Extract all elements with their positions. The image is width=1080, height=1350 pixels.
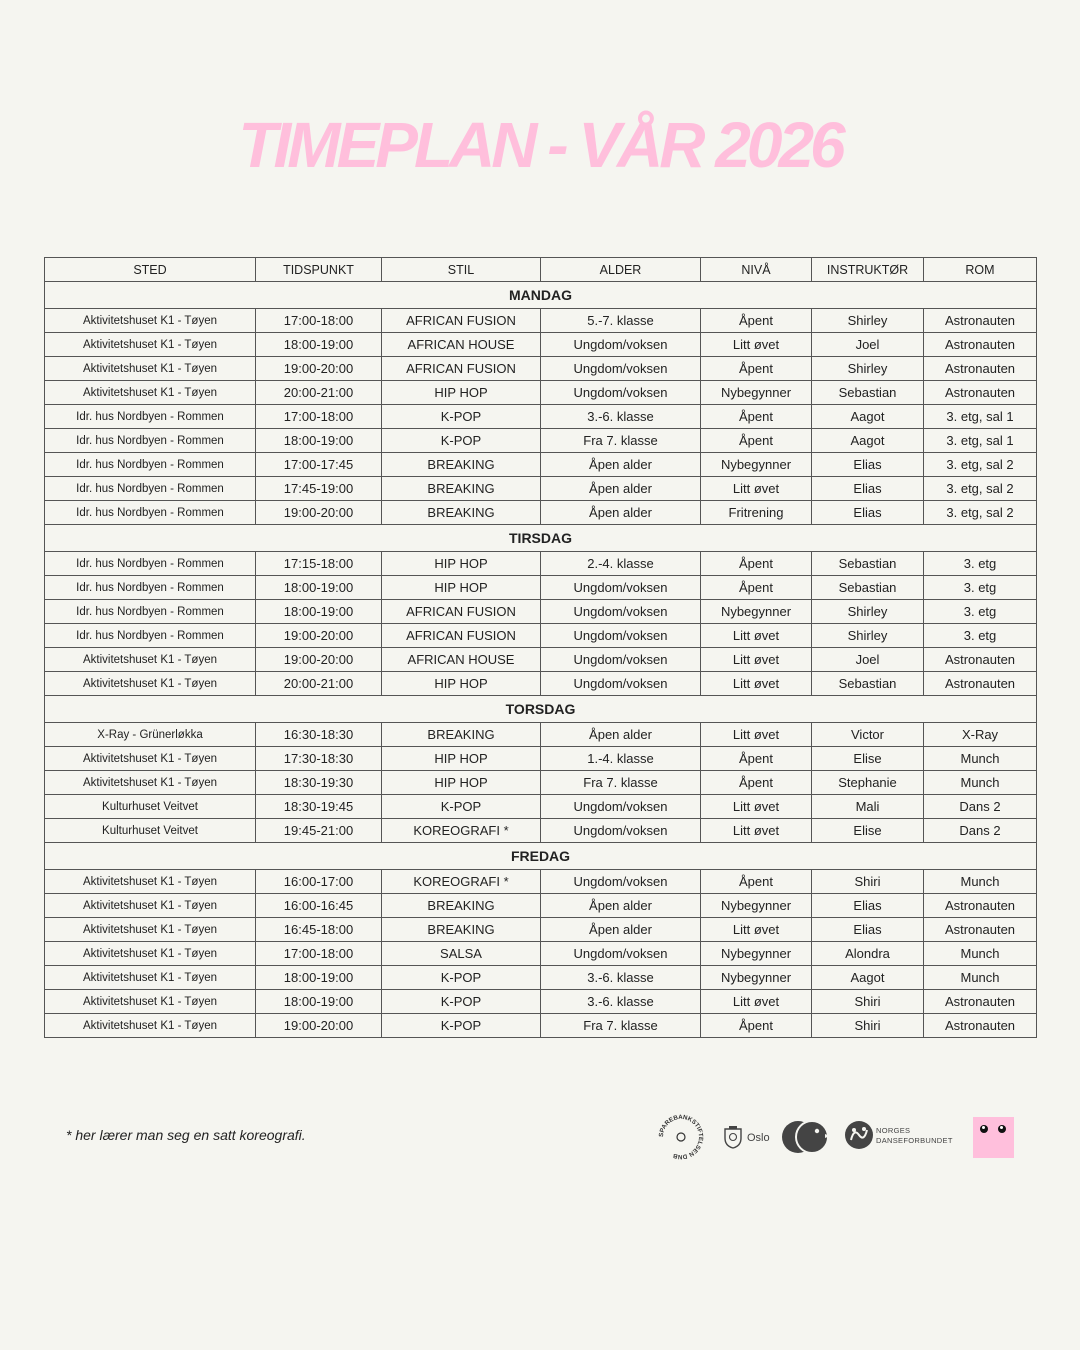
- cell-instruktor: Elise: [812, 747, 924, 771]
- cell-stil: K-POP: [382, 405, 541, 429]
- table-row: [45, 405, 1037, 429]
- cell-stil: BREAKING: [382, 477, 541, 501]
- cell-niva: Litt øvet: [701, 918, 812, 942]
- cell-rom: Munch: [924, 870, 1037, 894]
- cell-niva: Litt øvet: [701, 990, 812, 1014]
- cell-rom: Astronauten: [924, 381, 1037, 405]
- cell-rom: Munch: [924, 966, 1037, 990]
- cell-stil: BREAKING: [382, 453, 541, 477]
- cell-alder: Ungdom/voksen: [541, 819, 701, 843]
- cell-niva: Nybegynner: [701, 453, 812, 477]
- cell-rom: 3. etg, sal 1: [924, 405, 1037, 429]
- header-stil: STIL: [382, 258, 541, 282]
- cell-instruktor: Victor: [812, 723, 924, 747]
- cell-stil: KOREOGRAFI *: [382, 819, 541, 843]
- table-row: [45, 453, 1037, 477]
- cell-rom: Astronauten: [924, 648, 1037, 672]
- cell-sted: Idr. hus Nordbyen - Rommen: [45, 501, 256, 525]
- table-row: [45, 795, 1037, 819]
- cell-alder: Ungdom/voksen: [541, 624, 701, 648]
- table-row: [45, 723, 1037, 747]
- cell-rom: Astronauten: [924, 1014, 1037, 1038]
- day-name: TORSDAG: [45, 696, 1037, 723]
- cell-tidspunkt: 20:00-21:00: [256, 381, 382, 405]
- cell-alder: 3.-6. klasse: [541, 405, 701, 429]
- cell-niva: Litt øvet: [701, 333, 812, 357]
- cell-stil: AFRICAN FUSION: [382, 600, 541, 624]
- cell-tidspunkt: 18:00-19:00: [256, 429, 382, 453]
- cell-tidspunkt: 16:45-18:00: [256, 918, 382, 942]
- table-row: [45, 942, 1037, 966]
- oslo-crest-icon: [722, 1125, 744, 1149]
- cell-stil: K-POP: [382, 990, 541, 1014]
- cell-rom: Astronauten: [924, 309, 1037, 333]
- footnote: * her lærer man seg en satt koreografi.: [66, 1127, 306, 1143]
- table-row: [45, 552, 1037, 576]
- cell-instruktor: Sebastian: [812, 381, 924, 405]
- cell-tidspunkt: 18:00-19:00: [256, 990, 382, 1014]
- table-row: [45, 477, 1037, 501]
- cell-tidspunkt: 18:00-19:00: [256, 333, 382, 357]
- cell-niva: Åpent: [701, 357, 812, 381]
- norges-danseforbund-icon: [844, 1120, 874, 1150]
- cell-sted: Aktivitetshuset K1 - Tøyen: [45, 1014, 256, 1038]
- cell-niva: Åpent: [701, 309, 812, 333]
- day-name: FREDAG: [45, 843, 1037, 870]
- header-instruktor: INSTRUKTØR: [812, 258, 924, 282]
- cell-rom: 3. etg: [924, 552, 1037, 576]
- cell-sted: Aktivitetshuset K1 - Tøyen: [45, 966, 256, 990]
- cell-alder: 2.-4. klasse: [541, 552, 701, 576]
- cell-tidspunkt: 19:00-20:00: [256, 357, 382, 381]
- cell-niva: Litt øvet: [701, 624, 812, 648]
- cell-niva: Åpent: [701, 747, 812, 771]
- cell-sted: Aktivitetshuset K1 - Tøyen: [45, 918, 256, 942]
- cell-sted: Aktivitetshuset K1 - Tøyen: [45, 672, 256, 696]
- cell-stil: K-POP: [382, 1014, 541, 1038]
- schedule-body: [45, 282, 1037, 1038]
- cell-rom: 3. etg, sal 2: [924, 477, 1037, 501]
- cell-stil: K-POP: [382, 966, 541, 990]
- cell-tidspunkt: 17:00-18:00: [256, 405, 382, 429]
- table-row: [45, 576, 1037, 600]
- table-row: [45, 648, 1037, 672]
- table-row: [45, 747, 1037, 771]
- cell-stil: BREAKING: [382, 501, 541, 525]
- cell-stil: AFRICAN FUSION: [382, 309, 541, 333]
- sparebank-logo-text: SPAREBANKSTIFTELSEN DNB: [657, 1114, 705, 1160]
- cell-alder: 3.-6. klasse: [541, 966, 701, 990]
- cell-stil: K-POP: [382, 795, 541, 819]
- cell-instruktor: Elias: [812, 453, 924, 477]
- table-row: [45, 894, 1037, 918]
- cell-niva: Nybegynner: [701, 381, 812, 405]
- cell-sted: Idr. hus Nordbyen - Rommen: [45, 552, 256, 576]
- cell-alder: Ungdom/voksen: [541, 870, 701, 894]
- cell-sted: X-Ray - Grünerløkka: [45, 723, 256, 747]
- cell-instruktor: Mali: [812, 795, 924, 819]
- cell-tidspunkt: 18:00-19:00: [256, 600, 382, 624]
- cell-sted: Aktivitetshuset K1 - Tøyen: [45, 381, 256, 405]
- table-row: [45, 819, 1037, 843]
- cell-niva: Åpent: [701, 870, 812, 894]
- header-alder: ALDER: [541, 258, 701, 282]
- table-row: [45, 600, 1037, 624]
- cell-sted: Aktivitetshuset K1 - Tøyen: [45, 870, 256, 894]
- norges-danseforbund-text: [876, 1126, 953, 1146]
- cell-stil: BREAKING: [382, 894, 541, 918]
- cell-alder: Åpen alder: [541, 501, 701, 525]
- cell-alder: Ungdom/voksen: [541, 381, 701, 405]
- cell-niva: Litt øvet: [701, 795, 812, 819]
- table-row: [45, 966, 1037, 990]
- cell-alder: Fra 7. klasse: [541, 1014, 701, 1038]
- cell-instruktor: Shiri: [812, 870, 924, 894]
- cell-niva: Litt øvet: [701, 477, 812, 501]
- header-sted: STED: [45, 258, 256, 282]
- cell-niva: Nybegynner: [701, 600, 812, 624]
- cell-alder: Fra 7. klasse: [541, 429, 701, 453]
- cell-stil: HIP HOP: [382, 771, 541, 795]
- cell-alder: Ungdom/voksen: [541, 648, 701, 672]
- cell-stil: K-POP: [382, 429, 541, 453]
- right-eye-icon: [998, 1125, 1006, 1133]
- page-title: TIMEPLAN - VÅR 2026: [238, 109, 842, 181]
- cell-instruktor: Elias: [812, 918, 924, 942]
- cell-instruktor: Aagot: [812, 966, 924, 990]
- cell-instruktor: Shirley: [812, 357, 924, 381]
- day-name: TIRSDAG: [45, 525, 1037, 552]
- table-row: [45, 771, 1037, 795]
- cell-instruktor: Shirley: [812, 309, 924, 333]
- day-header-row: [45, 843, 1037, 870]
- cell-stil: HIP HOP: [382, 381, 541, 405]
- cell-niva: Åpent: [701, 552, 812, 576]
- cell-rom: Dans 2: [924, 819, 1037, 843]
- cell-sted: Aktivitetshuset K1 - Tøyen: [45, 309, 256, 333]
- cell-sted: Kulturhuset Veitvet: [45, 795, 256, 819]
- cell-rom: Astronauten: [924, 672, 1037, 696]
- cell-rom: 3. etg, sal 2: [924, 453, 1037, 477]
- cell-alder: Ungdom/voksen: [541, 333, 701, 357]
- cell-sted: Idr. hus Nordbyen - Rommen: [45, 429, 256, 453]
- pink-mascot-logo: [973, 1117, 1014, 1158]
- cell-tidspunkt: 19:00-20:00: [256, 501, 382, 525]
- cell-instruktor: Shirley: [812, 600, 924, 624]
- day-header-row: [45, 282, 1037, 309]
- schedule-table: [44, 257, 1037, 1038]
- cell-stil: BREAKING: [382, 918, 541, 942]
- cell-rom: Astronauten: [924, 918, 1037, 942]
- cell-rom: 3. etg, sal 1: [924, 429, 1037, 453]
- cell-instruktor: Alondra: [812, 942, 924, 966]
- cell-tidspunkt: 19:00-20:00: [256, 624, 382, 648]
- cell-rom: Astronauten: [924, 894, 1037, 918]
- cell-niva: Nybegynner: [701, 942, 812, 966]
- cell-alder: Åpen alder: [541, 477, 701, 501]
- cell-instruktor: Elias: [812, 501, 924, 525]
- table-row: [45, 624, 1037, 648]
- day-header-row: [45, 525, 1037, 552]
- cell-alder: 3.-6. klasse: [541, 990, 701, 1014]
- cell-rom: Astronauten: [924, 333, 1037, 357]
- cell-alder: Åpen alder: [541, 918, 701, 942]
- cell-instruktor: Aagot: [812, 429, 924, 453]
- cell-alder: Åpen alder: [541, 894, 701, 918]
- cell-niva: Nybegynner: [701, 894, 812, 918]
- sparebankstiftelsen-logo: [652, 1114, 710, 1160]
- ndf-line1: NORGES: [876, 1126, 911, 1135]
- header-niva: NIVÅ: [701, 258, 812, 282]
- cell-rom: Astronauten: [924, 357, 1037, 381]
- cell-stil: SALSA: [382, 942, 541, 966]
- cell-sted: Idr. hus Nordbyen - Rommen: [45, 453, 256, 477]
- cell-tidspunkt: 19:00-20:00: [256, 1014, 382, 1038]
- header-tidspunkt: TIDSPUNKT: [256, 258, 382, 282]
- cell-sted: Idr. hus Nordbyen - Rommen: [45, 477, 256, 501]
- cell-sted: Aktivitetshuset K1 - Tøyen: [45, 357, 256, 381]
- cell-tidspunkt: 17:45-19:00: [256, 477, 382, 501]
- table-row: [45, 1014, 1037, 1038]
- cell-tidspunkt: 20:00-21:00: [256, 672, 382, 696]
- cell-sted: Aktivitetshuset K1 - Tøyen: [45, 990, 256, 1014]
- header-row: [45, 258, 1037, 282]
- cell-instruktor: Sebastian: [812, 576, 924, 600]
- table-row: [45, 990, 1037, 1014]
- cell-stil: AFRICAN FUSION: [382, 357, 541, 381]
- cell-niva: Litt øvet: [701, 648, 812, 672]
- cell-alder: Ungdom/voksen: [541, 795, 701, 819]
- cell-sted: Idr. hus Nordbyen - Rommen: [45, 600, 256, 624]
- cell-rom: Dans 2: [924, 795, 1037, 819]
- cell-instruktor: Joel: [812, 648, 924, 672]
- cell-alder: Ungdom/voksen: [541, 357, 701, 381]
- table-row: [45, 333, 1037, 357]
- cell-rom: Munch: [924, 942, 1037, 966]
- cell-niva: Åpent: [701, 576, 812, 600]
- cell-niva: Åpent: [701, 429, 812, 453]
- cell-sted: Aktivitetshuset K1 - Tøyen: [45, 648, 256, 672]
- cell-tidspunkt: 17:30-18:30: [256, 747, 382, 771]
- cell-sted: Idr. hus Nordbyen - Rommen: [45, 624, 256, 648]
- svg-text:SPAREBANKSTIFTELSEN DNB: [658, 1114, 704, 1160]
- table-row: [45, 357, 1037, 381]
- cell-tidspunkt: 19:45-21:00: [256, 819, 382, 843]
- cell-stil: HIP HOP: [382, 747, 541, 771]
- oslo-logo-text: Oslo: [747, 1132, 770, 1144]
- cell-niva: Litt øvet: [701, 672, 812, 696]
- cell-sted: Kulturhuset Veitvet: [45, 819, 256, 843]
- day-header-row: [45, 696, 1037, 723]
- ndf-line2: DANSEFORBUNDET: [876, 1136, 953, 1145]
- cell-instruktor: Shiri: [812, 1014, 924, 1038]
- cell-tidspunkt: 18:00-19:00: [256, 966, 382, 990]
- bird-logo-icon: [781, 1118, 831, 1156]
- cell-tidspunkt: 16:30-18:30: [256, 723, 382, 747]
- cell-instruktor: Sebastian: [812, 552, 924, 576]
- cell-rom: Munch: [924, 747, 1037, 771]
- cell-tidspunkt: 17:00-17:45: [256, 453, 382, 477]
- cell-stil: HIP HOP: [382, 672, 541, 696]
- cell-instruktor: Aagot: [812, 405, 924, 429]
- cell-rom: 3. etg: [924, 600, 1037, 624]
- cell-tidspunkt: 17:00-18:00: [256, 942, 382, 966]
- cell-tidspunkt: 18:30-19:30: [256, 771, 382, 795]
- cell-alder: 1.-4. klasse: [541, 747, 701, 771]
- table-row: [45, 429, 1037, 453]
- cell-niva: Litt øvet: [701, 723, 812, 747]
- cell-sted: Aktivitetshuset K1 - Tøyen: [45, 942, 256, 966]
- table-row: [45, 870, 1037, 894]
- cell-rom: Munch: [924, 771, 1037, 795]
- cell-instruktor: Shirley: [812, 624, 924, 648]
- cell-instruktor: Elias: [812, 894, 924, 918]
- cell-sted: Aktivitetshuset K1 - Tøyen: [45, 771, 256, 795]
- cell-stil: HIP HOP: [382, 576, 541, 600]
- cell-instruktor: Joel: [812, 333, 924, 357]
- cell-instruktor: Elias: [812, 477, 924, 501]
- cell-sted: Aktivitetshuset K1 - Tøyen: [45, 894, 256, 918]
- cell-stil: HIP HOP: [382, 552, 541, 576]
- cell-instruktor: Elise: [812, 819, 924, 843]
- sponsor-logos: [650, 1112, 1030, 1162]
- day-name: MANDAG: [45, 282, 1037, 309]
- cell-alder: Ungdom/voksen: [541, 672, 701, 696]
- cell-rom: Astronauten: [924, 990, 1037, 1014]
- cell-niva: Fritrening: [701, 501, 812, 525]
- table-row: [45, 381, 1037, 405]
- cell-sted: Idr. hus Nordbyen - Rommen: [45, 576, 256, 600]
- table-row: [45, 918, 1037, 942]
- cell-sted: Aktivitetshuset K1 - Tøyen: [45, 333, 256, 357]
- cell-tidspunkt: 17:00-18:00: [256, 309, 382, 333]
- cell-tidspunkt: 18:30-19:45: [256, 795, 382, 819]
- cell-niva: Åpent: [701, 405, 812, 429]
- cell-alder: Ungdom/voksen: [541, 942, 701, 966]
- header-rom: ROM: [924, 258, 1037, 282]
- cell-niva: Åpent: [701, 1014, 812, 1038]
- cell-tidspunkt: 16:00-17:00: [256, 870, 382, 894]
- cell-rom: 3. etg: [924, 624, 1037, 648]
- cell-tidspunkt: 17:15-18:00: [256, 552, 382, 576]
- cell-stil: AFRICAN HOUSE: [382, 333, 541, 357]
- cell-stil: BREAKING: [382, 723, 541, 747]
- cell-alder: 5.-7. klasse: [541, 309, 701, 333]
- cell-instruktor: Shiri: [812, 990, 924, 1014]
- cell-tidspunkt: 18:00-19:00: [256, 576, 382, 600]
- table-row: [45, 309, 1037, 333]
- cell-niva: Åpent: [701, 771, 812, 795]
- table-row: [45, 501, 1037, 525]
- left-eye-icon: [980, 1125, 988, 1133]
- cell-rom: 3. etg: [924, 576, 1037, 600]
- cell-stil: AFRICAN FUSION: [382, 624, 541, 648]
- cell-alder: Åpen alder: [541, 723, 701, 747]
- cell-alder: Fra 7. klasse: [541, 771, 701, 795]
- table-row: [45, 672, 1037, 696]
- cell-alder: Ungdom/voksen: [541, 576, 701, 600]
- cell-alder: Åpen alder: [541, 453, 701, 477]
- cell-niva: Nybegynner: [701, 966, 812, 990]
- cell-instruktor: Stephanie: [812, 771, 924, 795]
- cell-rom: X-Ray: [924, 723, 1037, 747]
- cell-niva: Litt øvet: [701, 819, 812, 843]
- cell-tidspunkt: 19:00-20:00: [256, 648, 382, 672]
- cell-rom: 3. etg, sal 2: [924, 501, 1037, 525]
- cell-stil: KOREOGRAFI *: [382, 870, 541, 894]
- cell-instruktor: Sebastian: [812, 672, 924, 696]
- cell-sted: Idr. hus Nordbyen - Rommen: [45, 405, 256, 429]
- cell-alder: Ungdom/voksen: [541, 600, 701, 624]
- cell-tidspunkt: 16:00-16:45: [256, 894, 382, 918]
- cell-sted: Aktivitetshuset K1 - Tøyen: [45, 747, 256, 771]
- cell-stil: AFRICAN HOUSE: [382, 648, 541, 672]
